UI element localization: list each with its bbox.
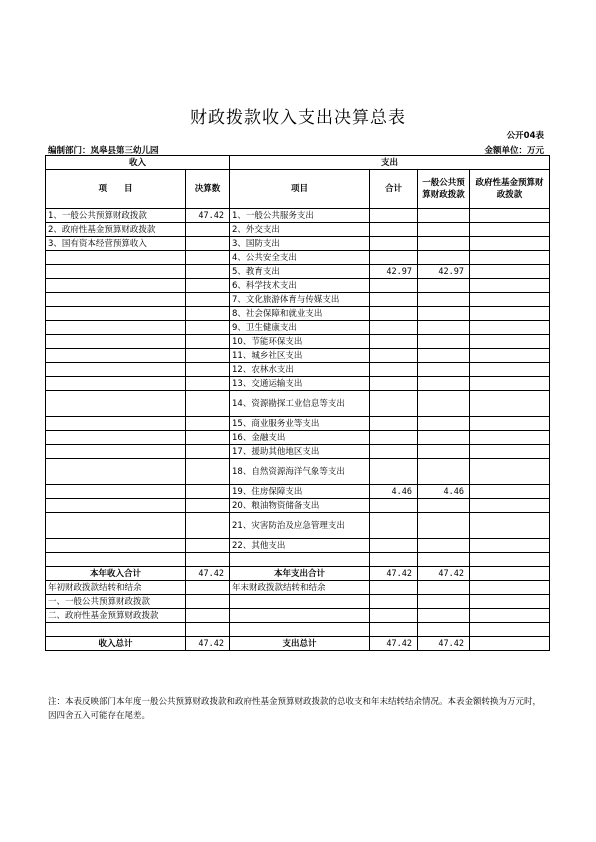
expense-general-budget (418, 237, 470, 251)
expense-general-budget (418, 363, 470, 377)
end-carryover-label: 年末财政拨款结转和结余 (230, 581, 370, 595)
income-item (46, 265, 186, 279)
form-number: 公开04表 (506, 131, 544, 141)
expense-item (230, 553, 370, 567)
income-amount (186, 485, 230, 499)
income-amount (186, 539, 230, 553)
income-amount (186, 417, 230, 431)
expense-fund-budget (470, 363, 550, 377)
expense-item: 18、自然资源海洋气象等支出 (230, 459, 370, 485)
table-row (46, 307, 550, 321)
expense-general-budget (418, 209, 470, 223)
expense-general-budget: 4.46 (418, 485, 470, 499)
expense-header: 支出 (230, 156, 550, 170)
empty-cell (186, 609, 230, 623)
footnote: 注：本表反映部门本年度一般公共预算财政拨款和政府性基金预算财政拨款的总收支和年末结转结余情况。本表金额转换为万元时，因四舍五入可能存在尾差。 (48, 697, 542, 721)
expense-general-budget (418, 251, 470, 265)
expense-general-budget (418, 445, 470, 459)
begin-carryover-label: 年初财政拨款结转和结余 (46, 581, 186, 595)
expense-general-budget (418, 459, 470, 485)
expense-item: 16、金融支出 (230, 431, 370, 445)
expense-item: 14、资源勘探工业信息等支出 (230, 391, 370, 417)
expense-total (370, 251, 418, 265)
expense-general-budget (418, 293, 470, 307)
income-item (46, 391, 186, 417)
income-amount (186, 445, 230, 459)
report-title: 财政拨款收入支出决算总表 (190, 108, 406, 128)
expense-fund-budget (470, 293, 550, 307)
expense-item: 10、节能环保支出 (230, 335, 370, 349)
end-carryover-total (370, 581, 418, 595)
table-row (46, 459, 550, 485)
col-final-amount: 决算数 (186, 170, 230, 209)
expense-total (370, 553, 418, 567)
expense-total (370, 391, 418, 417)
year-expense-general: 47.42 (418, 567, 470, 581)
income-item (46, 417, 186, 431)
expense-general-budget (418, 499, 470, 513)
expense-general-budget: 42.97 (418, 265, 470, 279)
expense-total (370, 431, 418, 445)
expense-total (370, 513, 418, 539)
grand-expense-label: 支出总计 (230, 637, 370, 651)
expense-item: 4、公共安全支出 (230, 251, 370, 265)
amount-unit: 金额单位：万元 (484, 146, 544, 156)
empty-cell (230, 595, 370, 609)
expense-total (370, 417, 418, 431)
table-row (46, 349, 550, 363)
budget-table (45, 155, 550, 651)
expense-fund-budget (470, 279, 550, 293)
year-expense-fund (470, 567, 550, 581)
table-row (46, 539, 550, 553)
table-row (46, 209, 550, 223)
empty-cell (370, 623, 418, 637)
expense-fund-budget (470, 265, 550, 279)
col-income-item: 项 目 (46, 170, 186, 209)
income-item (46, 377, 186, 391)
table-row (46, 293, 550, 307)
empty-cell (186, 595, 230, 609)
grand-expense-general: 47.42 (418, 637, 470, 651)
table-row (46, 553, 550, 567)
expense-item: 6、科学技术支出 (230, 279, 370, 293)
grand-income-value: 47.42 (186, 637, 230, 651)
expense-item: 3、国防支出 (230, 237, 370, 251)
expense-general-budget (418, 539, 470, 553)
income-item (46, 539, 186, 553)
expense-total (370, 445, 418, 459)
income-item (46, 251, 186, 265)
expense-total (370, 459, 418, 485)
income-header: 收入 (46, 156, 230, 170)
income-item: 2、政府性基金预算财政拨款 (46, 223, 186, 237)
income-amount (186, 293, 230, 307)
expense-total (370, 349, 418, 363)
carryover-sub-label: 一、一般公共预算财政拨款 (46, 595, 186, 609)
expense-item: 17、援助其他地区支出 (230, 445, 370, 459)
income-item: 1、一般公共预算财政拨款 (46, 209, 186, 223)
expense-fund-budget (470, 431, 550, 445)
carryover-sub-label: 二、政府性基金预算财政拨款 (46, 609, 186, 623)
income-item (46, 445, 186, 459)
income-item (46, 335, 186, 349)
expense-item: 7、文化旅游体育与传媒支出 (230, 293, 370, 307)
expense-item: 15、商业服务业等支出 (230, 417, 370, 431)
table-row (46, 431, 550, 445)
income-item (46, 553, 186, 567)
grand-income-label: 收入总计 (46, 637, 186, 651)
income-amount (186, 513, 230, 539)
expense-general-budget (418, 377, 470, 391)
expense-item: 19、住房保障支出 (230, 485, 370, 499)
compiling-department: 编制部门：岚皋县第三幼儿园 (48, 146, 159, 156)
table-row (46, 363, 550, 377)
expense-fund-budget (470, 417, 550, 431)
expense-general-budget (418, 349, 470, 363)
expense-general-budget (418, 553, 470, 567)
year-expense-total-label: 本年支出合计 (230, 567, 370, 581)
col-total: 合计 (370, 170, 418, 209)
table-row (46, 321, 550, 335)
income-item (46, 499, 186, 513)
expense-item: 11、城乡社区支出 (230, 349, 370, 363)
expense-item: 1、一般公共服务支出 (230, 209, 370, 223)
table-row (46, 335, 550, 349)
grand-expense-fund (470, 637, 550, 651)
expense-general-budget (418, 223, 470, 237)
income-amount (186, 335, 230, 349)
expense-total (370, 539, 418, 553)
empty-cell (418, 595, 470, 609)
table-row (46, 485, 550, 499)
col-fund-budget: 政府性基金预算财政拨款 (470, 170, 550, 209)
empty-cell (230, 609, 370, 623)
table-row (46, 223, 550, 237)
header-row-top (46, 156, 550, 170)
carryover-row (46, 581, 550, 595)
expense-total (370, 293, 418, 307)
expense-item: 21、灾害防治及应急管理支出 (230, 513, 370, 539)
income-item (46, 293, 186, 307)
expense-total (370, 335, 418, 349)
header-row-columns (46, 170, 550, 209)
carryover-sub-row (46, 609, 550, 623)
empty-cell (470, 623, 550, 637)
expense-total (370, 237, 418, 251)
expense-item: 2、外交支出 (230, 223, 370, 237)
expense-fund-budget (470, 335, 550, 349)
income-item (46, 431, 186, 445)
income-amount (186, 553, 230, 567)
empty-cell (230, 623, 370, 637)
expense-fund-budget (470, 539, 550, 553)
expense-general-budget (418, 417, 470, 431)
income-amount (186, 223, 230, 237)
end-carryover-general (418, 581, 470, 595)
table-row (46, 417, 550, 431)
expense-general-budget (418, 335, 470, 349)
expense-item: 22、其他支出 (230, 539, 370, 553)
grand-total-row (46, 637, 550, 651)
year-total-row (46, 567, 550, 581)
empty-cell (418, 609, 470, 623)
empty-cell (470, 595, 550, 609)
expense-fund-budget (470, 349, 550, 363)
table-row (46, 445, 550, 459)
expense-fund-budget (470, 237, 550, 251)
expense-total (370, 377, 418, 391)
empty-cell (46, 623, 186, 637)
income-item (46, 279, 186, 293)
expense-item: 9、卫生健康支出 (230, 321, 370, 335)
income-amount (186, 459, 230, 485)
year-income-total-label: 本年收入合计 (46, 567, 186, 581)
expense-item: 12、农林水支出 (230, 363, 370, 377)
year-expense-total: 47.42 (370, 567, 418, 581)
empty-cell (418, 623, 470, 637)
year-income-total-value: 47.42 (186, 567, 230, 581)
expense-fund-budget (470, 459, 550, 485)
expense-item: 8、社会保障和就业支出 (230, 307, 370, 321)
carryover-sub-row (46, 595, 550, 609)
expense-general-budget (418, 513, 470, 539)
table-row (46, 265, 550, 279)
expense-fund-budget (470, 513, 550, 539)
income-item (46, 513, 186, 539)
expense-fund-budget (470, 499, 550, 513)
expense-fund-budget (470, 445, 550, 459)
begin-carryover-value (186, 581, 230, 595)
blank-row (46, 623, 550, 637)
grand-expense-total: 47.42 (370, 637, 418, 651)
table-row (46, 251, 550, 265)
expense-total: 4.46 (370, 485, 418, 499)
income-amount (186, 237, 230, 251)
empty-cell (186, 623, 230, 637)
expense-total: 42.97 (370, 265, 418, 279)
income-item (46, 321, 186, 335)
expense-item: 20、粮油物资储备支出 (230, 499, 370, 513)
expense-fund-budget (470, 251, 550, 265)
expense-total (370, 363, 418, 377)
expense-general-budget (418, 431, 470, 445)
income-item (46, 459, 186, 485)
expense-fund-budget (470, 307, 550, 321)
income-amount (186, 349, 230, 363)
expense-fund-budget (470, 223, 550, 237)
expense-total (370, 279, 418, 293)
income-item: 3、国有资本经营预算收入 (46, 237, 186, 251)
table-row (46, 279, 550, 293)
expense-fund-budget (470, 209, 550, 223)
expense-item: 13、交通运输支出 (230, 377, 370, 391)
expense-general-budget (418, 279, 470, 293)
income-amount (186, 363, 230, 377)
col-general-budget: 一般公共预算财政拨款 (418, 170, 470, 209)
table-row (46, 237, 550, 251)
income-item (46, 363, 186, 377)
end-carryover-fund (470, 581, 550, 595)
col-expense-item: 项目 (230, 170, 370, 209)
expense-total (370, 499, 418, 513)
income-amount: 47.42 (186, 209, 230, 223)
income-amount (186, 321, 230, 335)
income-item (46, 307, 186, 321)
income-amount (186, 391, 230, 417)
expense-total (370, 307, 418, 321)
empty-cell (370, 595, 418, 609)
expense-fund-budget (470, 391, 550, 417)
expense-general-budget (418, 321, 470, 335)
expense-general-budget (418, 391, 470, 417)
expense-item: 5、教育支出 (230, 265, 370, 279)
expense-general-budget (418, 307, 470, 321)
expense-fund-budget (470, 377, 550, 391)
income-amount (186, 499, 230, 513)
expense-fund-budget (470, 321, 550, 335)
expense-total (370, 321, 418, 335)
expense-fund-budget (470, 553, 550, 567)
income-item (46, 349, 186, 363)
income-amount (186, 265, 230, 279)
income-amount (186, 431, 230, 445)
empty-cell (370, 609, 418, 623)
table-row (46, 377, 550, 391)
income-amount (186, 307, 230, 321)
expense-total (370, 209, 418, 223)
income-amount (186, 251, 230, 265)
income-item (46, 485, 186, 499)
table-row (46, 391, 550, 417)
expense-total (370, 223, 418, 237)
empty-cell (470, 609, 550, 623)
expense-fund-budget (470, 485, 550, 499)
table-row (46, 513, 550, 539)
income-amount (186, 279, 230, 293)
table-row (46, 499, 550, 513)
income-amount (186, 377, 230, 391)
